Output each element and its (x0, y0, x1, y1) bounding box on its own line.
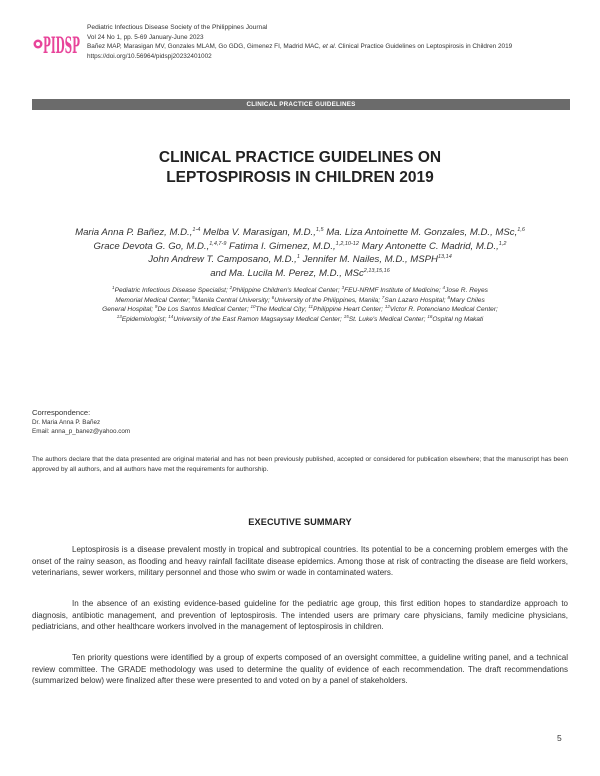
title-line-2: LEPTOSPIROSIS IN CHILDREN 2019 (166, 169, 434, 186)
citation-etal: et al. (322, 43, 337, 50)
author-affil: 2,13,15,16 (363, 267, 390, 274)
affil-num: 8 (447, 294, 450, 300)
affil-line-2 (20, 296, 580, 306)
author-affil: 1,6 (517, 226, 525, 233)
correspondence-email[interactable]: Email: anna_p_banez@yahoo.com (32, 428, 131, 436)
affil-line-4 (20, 315, 580, 325)
affil-text: Mary Chiles (449, 296, 485, 304)
correspondence-label: Correspondence: (32, 408, 91, 417)
affil-text: St. Luke's Medical Center; (348, 315, 428, 323)
author-line-4 (20, 267, 580, 281)
author-name: Fatima I. Gimenez, M.D., (229, 240, 336, 252)
correspondence-name: Dr. Maria Anna P. Bañez (32, 419, 101, 426)
pidsp-logo (32, 25, 82, 63)
title-line-1: CLINICAL PRACTICE GUIDELINES ON (158, 149, 442, 166)
page-number: 5 (557, 733, 562, 743)
affil-num: 4 (442, 284, 446, 290)
affil-num: 11 (308, 304, 313, 309)
author-affil: 1 (296, 253, 300, 260)
affil-text: Epidemiologist; (121, 315, 169, 323)
journal-name: Pediatric Infectious Disease Society of the Philippines Journal (87, 24, 268, 31)
affil-line-1 (20, 286, 580, 296)
affil-text: Philippine Heart Center; (313, 306, 385, 314)
affil-text: Ospital ng Makati (432, 315, 484, 323)
affil-text: Jose R. Reyes (445, 287, 488, 294)
article-title (0, 148, 600, 188)
affil-text: University of the Philippines, Manila; (274, 296, 382, 304)
author-affil: 1,4,7-9 (209, 240, 227, 247)
author-name: and Ma. Lucila M. Perez, M.D., MSc (210, 267, 364, 279)
author-affil: 1-4 (192, 226, 201, 233)
affil-num: 14 (168, 313, 174, 319)
affil-num: 6 (271, 294, 275, 300)
affil-text: Philippine Children's Medical Center; (232, 287, 342, 294)
summary-paragraph-1: Leptospirosis is a disease prevalent mostly in tropical and subtropical countries. Its potential to be a concerning problem emerges with the onset of the rainy season, as flooding and heavy rainfall facilitate disease epidemics. Among those at risk of contracting the disease are field workers, veterinarians, sewer workers, military personnel and those who swim or wade in contaminated waters. (32, 545, 568, 578)
citation (87, 42, 577, 52)
affil-num: 3 (341, 284, 345, 290)
citation-authors: Bañez MAP, Marasigan MV, Gonzales MLAM, Go GDG, Gimenez FI, Madrid MAC, (87, 43, 321, 50)
doi-link[interactable]: https://doi.org/10.56964/pidspj20232401002 (87, 52, 212, 60)
affil-text: University of the East Ramon Magsaysay Medical Center; (173, 315, 344, 323)
summary-paragraph-3: Ten priority questions were identified by a group of experts composed of an oversight committee, a guideline writing panel, and a technical review committee. The GRADE methodology was used to determine the quality of evidence of each recommendation. The draft recommendations (summarized below) were finalized after these were presented to and voted on by a panel of stakeholders. (32, 653, 568, 686)
author-line-3 (20, 253, 580, 267)
author-name: John Andrew T. Camposano, M.D., (148, 254, 297, 265)
affil-text: FEU-NRMF Institute of Medicine; (344, 287, 443, 294)
author-affil: 1,2,10-12 (335, 240, 359, 247)
affil-text: San Lazaro Hospital; (384, 296, 448, 304)
affil-num: 10 (250, 304, 256, 309)
section-banner: CLINICAL PRACTICE GUIDELINES (32, 99, 570, 110)
correspondence-block (32, 408, 332, 437)
author-declaration: The authors declare that the data presented are original material and has not been previously published, accepted or considered for publication elsewhere; that the manuscript has been approved by all authors, and all authors have met the requirements for authorship. (32, 456, 568, 473)
journal-header (87, 23, 577, 61)
svg-text:PIDSP: PIDSP (43, 33, 80, 59)
affil-num: 15 (343, 313, 349, 319)
affil-num: 5 (192, 294, 195, 300)
affil-text: Memorial Medical Center; (115, 296, 193, 304)
author-list (20, 226, 580, 280)
author-affil: 1,2 (498, 240, 507, 247)
affil-text: De Los Santos Medical Center; (157, 306, 251, 314)
affiliation-list (20, 286, 580, 324)
summary-paragraph-2: In the absence of an existing evidence-based guideline for the pediatric age group, this first edition hopes to standardize approach to diagnosis, antibiotic management, and prevention of leptospirosis. The intended users are primary care physicians, family medicine physicians, pediatricians, and other healthcare workers involved in the management of leptospirosis in children. (32, 599, 568, 632)
affil-text: Victor R. Potenciano Medical Center; (389, 306, 498, 314)
affil-num: 7 (381, 294, 385, 300)
author-affil: 1,5 (315, 226, 324, 233)
author-line-1 (20, 226, 580, 240)
affil-text: Pediatric Infectious Disease Specialist; (114, 287, 230, 294)
author-name: Mary Antonette C. Madrid, M.D., (361, 240, 499, 252)
section-heading: EXECUTIVE SUMMARY (248, 517, 352, 527)
citation-title: Clinical Practice Guidelines on Leptospirosis in Children 2019 (338, 43, 513, 50)
affil-num: 16 (427, 313, 433, 319)
author-name: Maria Anna P. Bañez, M.D., (75, 227, 193, 238)
affil-text: General Hospital; (102, 306, 155, 314)
affil-num: 1 (112, 284, 115, 290)
affil-num: 12 (384, 304, 390, 309)
affil-text: Manila Central University; (194, 296, 272, 304)
affil-num: 2 (229, 284, 233, 290)
author-line-2 (20, 240, 580, 254)
affil-num: 13 (116, 313, 122, 319)
author-name: Ma. Liza Antoinette M. Gonzales, M.D., MSc, (326, 227, 518, 238)
author-affil: 13,14 (438, 253, 452, 260)
author-name: Jennifer M. Nailes, M.D., MSPH (302, 254, 438, 265)
author-name: Melba V. Marasigan, M.D., (203, 227, 316, 238)
author-name: Grace Devota G. Go, M.D., (93, 240, 210, 252)
journal-issue: Vol 24 No 1, pp. 5-69 January-June 2023 (87, 33, 204, 41)
affil-text: The Medical City; (255, 306, 309, 314)
affil-line-3 (20, 305, 580, 315)
affil-num: 9 (154, 304, 158, 309)
